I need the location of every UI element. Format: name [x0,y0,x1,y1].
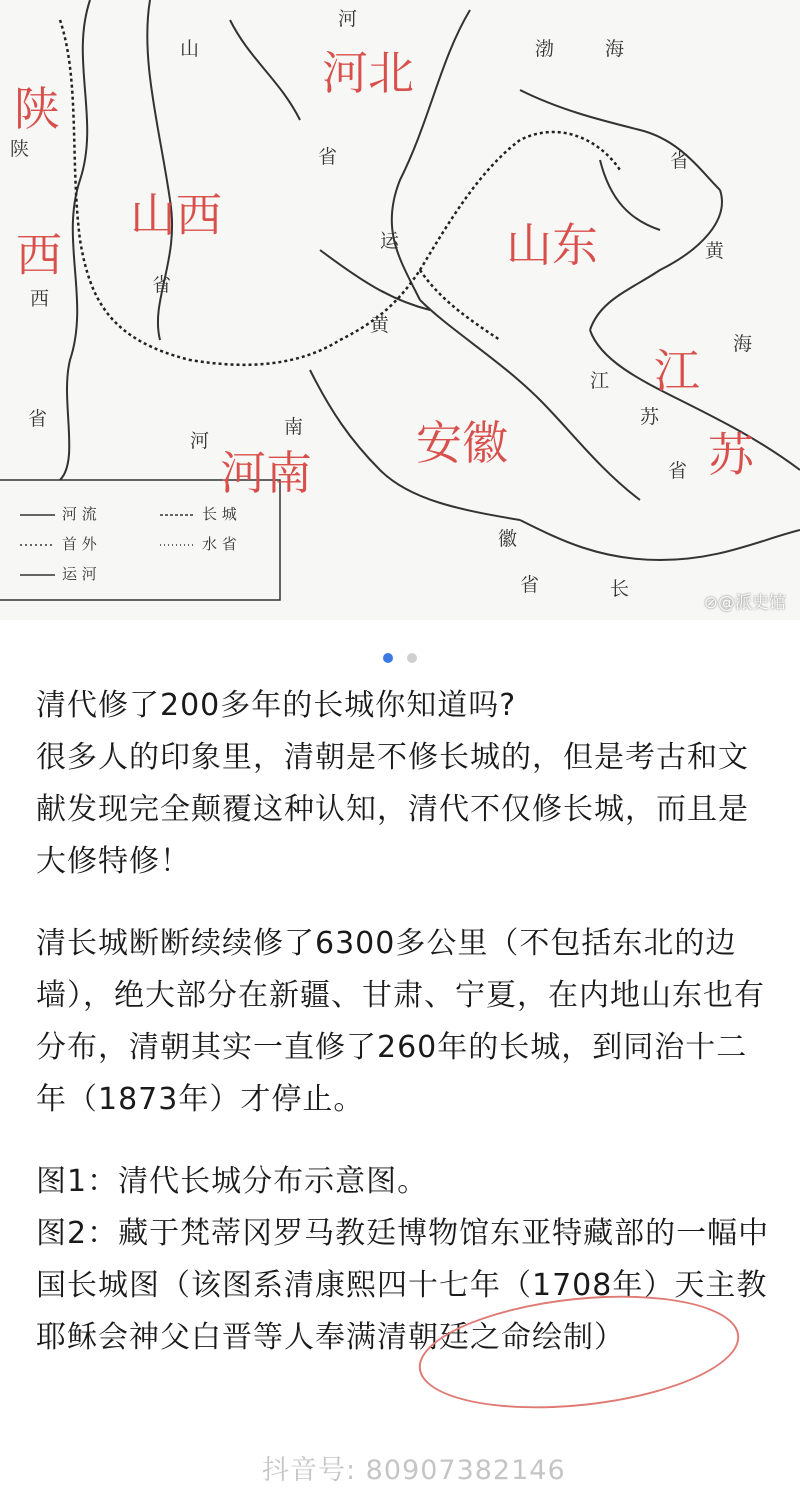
figure-caption-1: 图1：清代长城分布示意图。 [36,1164,429,1199]
province-label-hebei: 河北 [322,46,414,100]
article-body [36,680,776,1364]
map-text-sheng-5: 省 [668,460,688,482]
map-text-sheng-4: 省 [670,150,690,172]
map-text-sheng-2: 省 [152,274,172,296]
map-text-nan: 南 [284,416,304,438]
map-text-shan-small: 陕 [10,138,30,160]
province-label-anhui: 安徽 [416,416,508,470]
map-image[interactable] [0,0,800,620]
map-text-shan: 山 [180,38,200,60]
legend-wall: 长 城 [202,505,237,523]
map-text-hui: 徽 [498,528,518,550]
province-label-shaanxi-2: 西 [16,228,62,282]
carousel-dot-1[interactable] [383,653,393,663]
province-label-shanxi: 山西 [130,188,222,242]
legend-boundary: 水 省 [202,535,237,553]
legend-canal: 运 河 [62,565,97,583]
map-text-huanghai-1: 黄 [705,240,725,262]
province-label-shandong: 山东 [506,218,598,272]
map-text-chang: 长 [610,578,630,600]
province-label-shaanxi-1: 陕 [14,82,60,136]
legend-river: 河 流 [62,505,97,523]
province-label-henan: 河南 [220,446,312,500]
map-text-jiang: 江 [590,370,610,392]
article-line-1: 清代修了200多年的长城你知道吗? [36,688,517,723]
map-text-su: 苏 [640,406,660,428]
province-label-jiangsu-2: 苏 [708,428,754,482]
carousel-dot-2[interactable] [407,653,417,663]
carousel-indicator[interactable] [0,648,800,667]
map-text-yun: 运 [380,230,400,252]
map-text-huanghai-2: 海 [733,333,753,355]
map-text-sheng-1: 省 [318,146,338,168]
province-label-jiangsu-1: 江 [654,344,700,398]
map-text-xi: 西 [30,288,50,310]
map-text-bohai-2: 海 [605,38,625,60]
map-text-he: 河 [338,8,358,30]
map-text-bohai-1: 渤 [535,38,555,60]
map-text-he-2: 河 [190,430,210,452]
map-text-huang: 黄 [370,314,390,336]
douyin-watermark: 抖音号: 80907382146 [262,1455,566,1486]
article-paragraph-2: 清长城断断续续修了6300多公里（不包括东北的边墙），绝大部分在新疆、甘肃、宁夏，在内地山东也有分布，清朝其实一直修了260年的长城，到同治十二年（1873年）才停止。 [36,926,765,1117]
map-text-sheng-3: 省 [28,408,48,430]
map-watermark: ⊘@派史馆 [703,593,786,613]
map-text-sheng-6: 省 [520,574,540,596]
figure-caption-2: 图2：藏于梵蒂冈罗马教廷博物馆东亚特藏部的一幅中国长城图（该图系清康熙四十七年（1708年）天主教耶稣会神父白晋等人奉满清朝廷之命绘制） [36,1216,770,1355]
article-paragraph-1: 很多人的印象里，清朝是不修长城的，但是考古和文献发现完全颠覆这种认知，清代不仅修长城，而且是大修特修！ [36,740,749,879]
legend-capital: 首 外 [62,535,97,553]
